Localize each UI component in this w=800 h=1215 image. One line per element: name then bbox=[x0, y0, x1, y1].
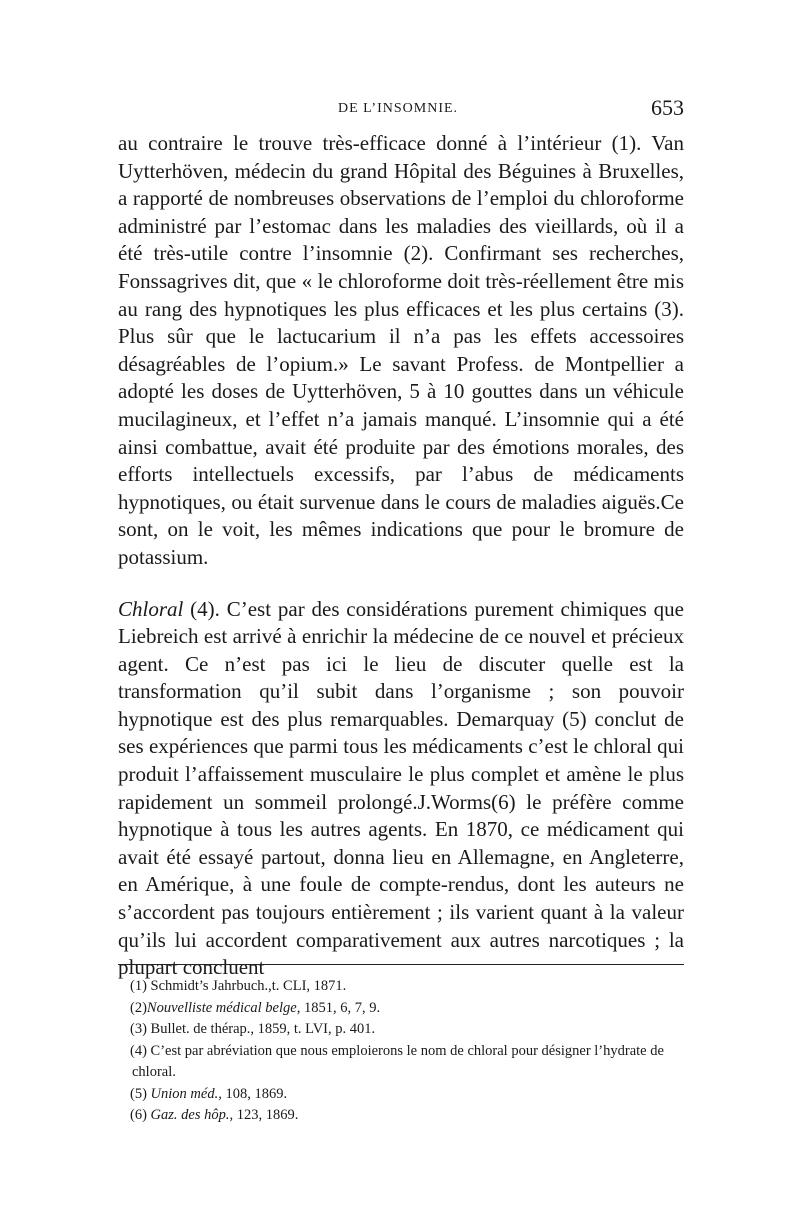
footnote-divider bbox=[118, 964, 684, 965]
footnote-number: (2) bbox=[130, 999, 147, 1016]
page-number: 653 bbox=[651, 95, 684, 120]
chloral-heading: Chloral bbox=[118, 596, 184, 621]
footnote-number: (1) bbox=[130, 978, 147, 994]
footnote-4 bbox=[118, 1041, 684, 1084]
paragraph-chloral-text: (4). C’est par des considérations purement chimiques que Liebreich est arrivé à enrichir la médecine de ce nouvel et précieux agent. Ce n’est pas ici le lieu de discuter quelle est la transformation qu’il subit dans l’organisme ; son pouvoir hypnotique est des plus remarquables. Demarquay (5) conclut de ses expériences que parmi tous les médicaments c’est le chloral qui produit l’affaissement musculaire le plus complet et amène le plus rapidement un sommeil prolongé.J.Worms(6) le préfère comme hypnotique à tous les autres agents. En 1870, ce médicament qui avait été essayé partout, donna lieu en Allemagne, en Angleterre, en Amérique, à une foule de compte-rendus, dont les auteurs ne s’accordent pas toujours entièrement ; ils varient quant à la valeur qu’ils lui accordent comparativement aux autres narcotiques ; la plupart concluent bbox=[118, 596, 684, 980]
footnote-1 bbox=[118, 976, 684, 998]
footnote-text: 123, 1869. bbox=[233, 1107, 299, 1123]
paragraph-chloral bbox=[118, 596, 684, 982]
body-text bbox=[118, 130, 684, 982]
footnote-3 bbox=[118, 1019, 684, 1041]
footnote-text: 108, 1869. bbox=[221, 1085, 288, 1102]
footnote-source: Union méd., bbox=[150, 1085, 222, 1102]
footnote-text: Schmidt’s Jahrbuch.,t. CLI, 1871. bbox=[150, 978, 347, 994]
paragraph-chloroform: au contraire le trouve très-efficace donné à l’intérieur (1). Van Uytterhöven, médecin du grand Hôpital des Béguines à Bruxelles, a rapporté de nombreuses observations de l’emploi du chloroforme administré par l’estomac dans les maladies des vieillards, où il a été très-utile contre l’insomnie (2). Confirmant ses recherches, Fonssagrives dit, que « le chloroforme doit très-réellement être mis au rang des hypnotiques les plus efficaces et les plus certains (3). Plus sûr que le lactucarium il n’a pas les effets accessoires désagréables de l’opium.» Le savant Profess. de Montpellier a adopté les doses de Uytterhöven, 5 à 10 gouttes dans un véhicule mucilagineux, et l’effet n’a jamais manqué. L’insomnie qui a été ainsi combattue, avait été produite par des émotions morales, des efforts intellectuels excessifs, par l’abus de médicaments hypnotiques, ou était survenue dans le cours de maladies aiguës.Ce sont, on le voit, les mêmes indications que pour le bromure de potassium. bbox=[118, 131, 684, 569]
footnote-number: (4) bbox=[130, 1042, 147, 1059]
footnotes bbox=[118, 976, 684, 1127]
footnote-source: Gaz. des hôp., bbox=[150, 1107, 234, 1123]
footnote-text: 1851, 6, 7, 9. bbox=[300, 999, 381, 1016]
footnote-5 bbox=[118, 1084, 684, 1106]
footnote-6 bbox=[118, 1105, 684, 1127]
footnote-text: C’est par abréviation que nous emploierons le nom de chloral pour désigner l’hydrate de chloral. bbox=[132, 1042, 664, 1080]
footnote-2 bbox=[118, 998, 684, 1020]
footnote-number: (5) bbox=[130, 1085, 147, 1102]
footnote-text: Bullet. de thérap., 1859, t. LVI, p. 401. bbox=[150, 1021, 376, 1037]
footnote-number: (3) bbox=[130, 1021, 147, 1037]
footnote-number: (6) bbox=[130, 1107, 147, 1123]
running-title: DE L’INSOMNIE. bbox=[338, 101, 459, 116]
footnote-source: Nouvelliste médical belge, bbox=[146, 999, 301, 1016]
page-header bbox=[118, 95, 684, 129]
